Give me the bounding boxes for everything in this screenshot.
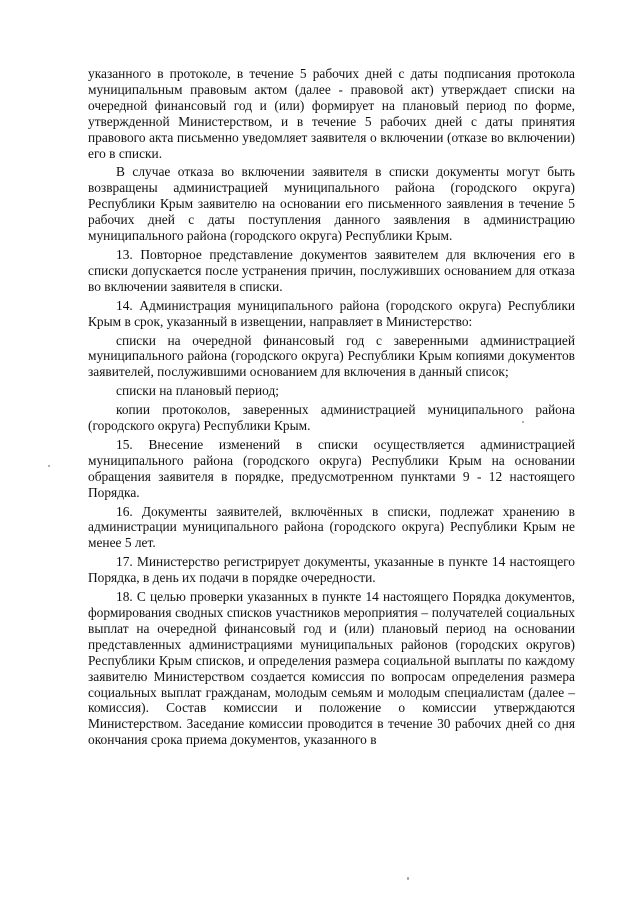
paragraph-13: 13. Повторное представление документов заявителем для включения его в списки допускается после устранения причин, послуживших основанием для отказа во включении заявителя в списки. <box>88 246 575 294</box>
paragraph-14-item-plan: списки на плановый период; <box>116 383 279 399</box>
paragraph-continuation: указанного в протоколе, в течение 5 рабочих дней с даты подписания протокола муниципальным правовым актом (далее - правовой акт) утверждает списки на очередной финансовый год и (или) формирует на плановый период по форме, утвержденной Министерством, и в течение 5 рабочих дней с даты принятия правового акта письменно уведомляет заявителя о включении (отказе во включении) его в списки. <box>88 66 575 161</box>
paragraph-refusal-return: В случае отказа во включении заявителя в списки документы могут быть возвращены администрацией муниципального района (городского округа) Республики Крым заявителю на основании его письменного заявления в течение 5 рабочих дней с даты поступления данного заявления в администрацию муниципального района (городского округа) Республики Крым. <box>88 164 575 244</box>
document-body <box>88 66 575 748</box>
paragraph-15: 15. Внесение изменений в списки осуществляется администрацией муниципального района (городского округа) Республики Крым на основании обращения заявителя в порядке, предусмотренном пунктами 9 - 12 настоящего Порядка. <box>88 436 575 500</box>
paragraph-16: 16. Документы заявителей, включённых в списки, подлежат хранению в администрации муниципального района (городского округа) Республики Крым не менее 5 лет. <box>88 503 575 551</box>
scan-speck <box>407 877 409 880</box>
paragraph-14: 14. Администрация муниципального района (городского округа) Республики Крым в срок, указанный в извещении, направляет в Министерство: <box>88 297 575 329</box>
scan-speck <box>522 421 524 423</box>
paragraph-18: 18. С целью проверки указанных в пункте 14 настоящего Порядка документов, формирования сводных списков участников мероприятия – получателей социальных выплат на очередной финансовый год и (или) плановый период на основании представленных администрациями муниципальных районов (городских округов) Республики Крым списков, и определения размера социальной выплаты по каждому заявителю Министерством создается комиссия по вопросам определения размера социальных выплат гражданам, молодым семьям и молодым специалистам (далее – комиссия). Состав комиссии и положение о комиссии утверждаются Министерством. Заседание комиссии проводится в течение 30 рабочих дней со дня окончания срока приема документов, указанного в <box>88 589 575 748</box>
paragraph-14-item-lists: списки на очередной финансовый год с заверенными администрацией муниципального района (городского округа) Республики Крым копиями документов заявителей, послужившими основанием для включения в данный список; <box>88 332 575 380</box>
paragraph-17: 17. Министерство регистрирует документы, указанные в пункте 14 настоящего Порядка, в день их подачи в порядке очередности. <box>88 554 575 586</box>
scan-speck <box>48 465 50 467</box>
paragraph-14-item-protocols: копии протоколов, заверенных администрацией муниципального района (городского округа) Республики Крым. <box>88 402 575 434</box>
